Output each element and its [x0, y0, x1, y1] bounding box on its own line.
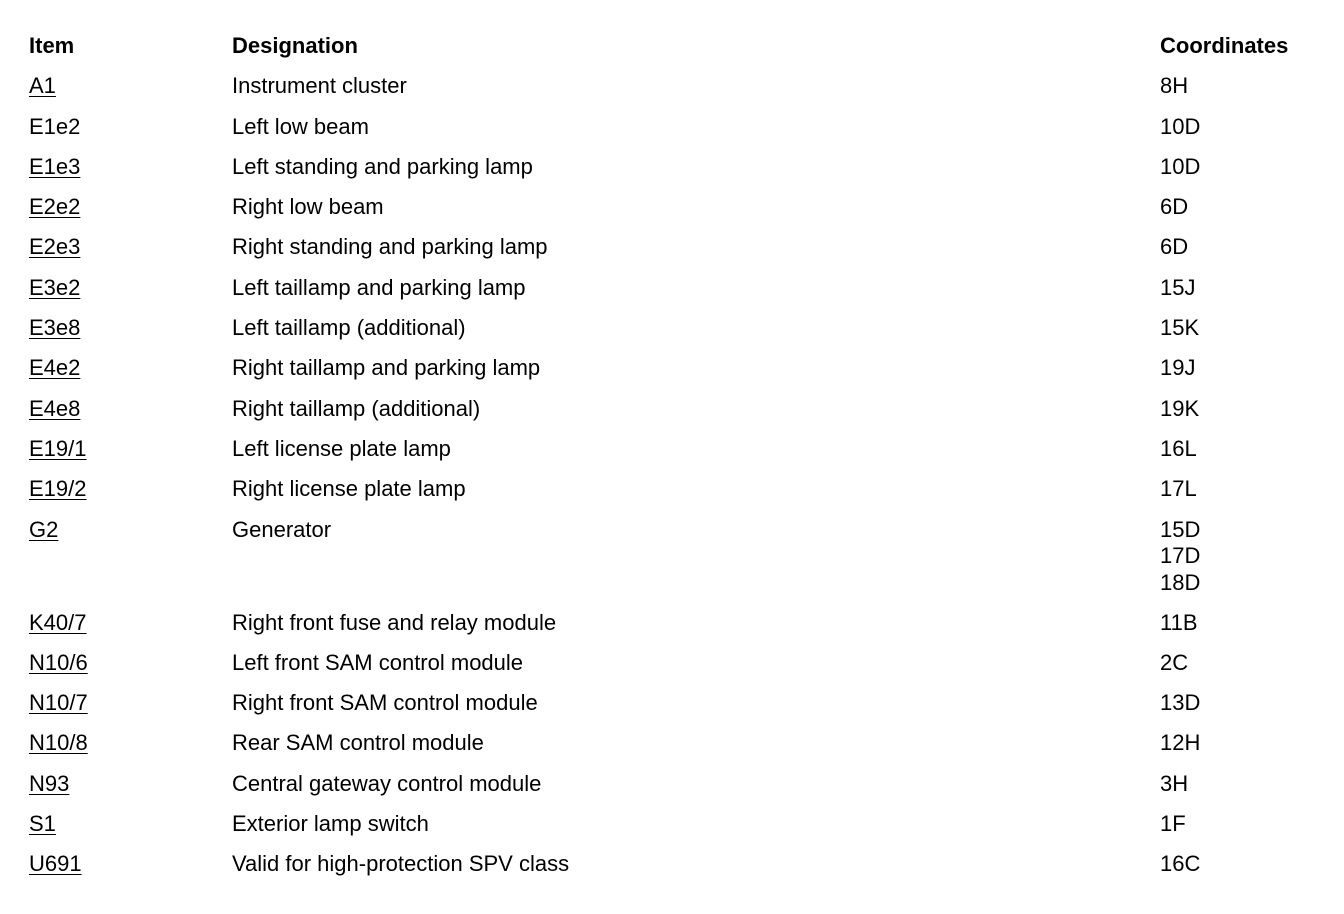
coordinates-cell [1160, 273, 1195, 300]
coordinates-cell [1160, 232, 1188, 259]
designation-text: Right front fuse and relay module [232, 609, 557, 635]
table-header [29, 31, 1319, 71]
coordinate-value: 8H [1160, 73, 1189, 99]
table-row [29, 71, 1319, 111]
designation-text: Right license plate lamp [232, 476, 466, 502]
designation-text: Right low beam [232, 194, 384, 220]
item-code-link[interactable]: N10/8 [29, 730, 88, 756]
coordinate-value: 17D [1160, 543, 1201, 569]
table-row [29, 769, 1319, 809]
item-code-link[interactable]: N93 [29, 770, 70, 796]
coordinate-value: 12H [1160, 730, 1201, 756]
coordinate-value: 15K [1160, 315, 1200, 341]
table-row [29, 434, 1319, 474]
item-code-link[interactable]: U691 [29, 851, 82, 877]
designation-text: Exterior lamp switch [232, 811, 429, 837]
item-code-link[interactable]: A1 [29, 73, 56, 99]
item-code-link[interactable]: E19/2 [29, 476, 87, 502]
table-row [29, 688, 1319, 728]
item-code-link[interactable]: E3e8 [29, 315, 81, 341]
designation-text: Generator [232, 516, 332, 542]
item-code-link[interactable]: E3e2 [29, 274, 81, 300]
table-row [29, 728, 1319, 768]
coordinate-value: 6D [1160, 194, 1189, 220]
coordinates-cell [1160, 809, 1186, 836]
coordinate-value: 2C [1160, 649, 1189, 675]
designation-text: Central gateway control module [232, 770, 542, 796]
coordinates-cell [1160, 112, 1200, 139]
coordinates-cell [1160, 474, 1197, 501]
table-row [29, 809, 1319, 849]
coordinate-value: 6D [1160, 234, 1189, 260]
table-row [29, 515, 1319, 608]
table-row [29, 152, 1319, 192]
column-header-designation: Designation [232, 33, 358, 58]
coordinates-cell [1160, 688, 1200, 715]
item-code-link[interactable]: E1e3 [29, 153, 81, 179]
coordinate-value: 10D [1160, 113, 1201, 139]
item-code-link[interactable]: E19/1 [29, 435, 87, 461]
table-row [29, 849, 1319, 889]
designation-text: Left low beam [232, 113, 369, 139]
coordinates-cell [1160, 71, 1188, 98]
item-code-link: E1e2 [29, 113, 81, 139]
coordinates-cell [1160, 648, 1188, 675]
designation-text: Right standing and parking lamp [232, 234, 548, 260]
table-row [29, 648, 1319, 688]
table-row [29, 192, 1319, 232]
table-row [29, 313, 1319, 353]
coordinate-value: 11B [1160, 609, 1198, 635]
table-row [29, 394, 1319, 434]
coordinate-value: 17L [1160, 476, 1197, 502]
coordinate-value: 15J [1160, 274, 1196, 300]
designation-text: Left license plate lamp [232, 435, 451, 461]
coordinate-value: 15D [1160, 516, 1201, 542]
item-code-link[interactable]: E2e2 [29, 194, 81, 220]
coordinates-cell [1160, 608, 1198, 635]
table-row [29, 353, 1319, 393]
table-row [29, 273, 1319, 313]
coordinates-cell [1160, 769, 1188, 796]
coordinate-value: 3H [1160, 770, 1189, 796]
designation-text: Valid for high-protection SPV class [232, 851, 570, 877]
coordinates-cell [1160, 434, 1197, 461]
coordinate-value: 18D [1160, 569, 1201, 595]
designation-text: Instrument cluster [232, 73, 407, 99]
item-code-link[interactable]: G2 [29, 516, 59, 542]
coordinates-cell [1160, 394, 1199, 421]
coordinates-cell [1160, 313, 1199, 340]
designation-text: Right taillamp (additional) [232, 395, 481, 421]
designation-text: Right front SAM control module [232, 690, 538, 716]
coordinate-value: 13D [1160, 690, 1201, 716]
coordinates-cell [1160, 849, 1200, 876]
designation-text: Left front SAM control module [232, 649, 524, 675]
coordinates-cell [1160, 152, 1200, 179]
designation-text: Left taillamp and parking lamp [232, 274, 526, 300]
item-code-link[interactable]: E4e2 [29, 355, 81, 381]
coordinates-cell [1160, 728, 1200, 755]
table-row [29, 112, 1319, 152]
coordinate-value: 1F [1160, 811, 1186, 837]
coordinate-value: 16L [1160, 435, 1197, 461]
designation-text: Rear SAM control module [232, 730, 484, 756]
table-row [29, 232, 1319, 272]
component-legend-table [29, 31, 1319, 890]
table-row [29, 474, 1319, 514]
coordinate-value: 19K [1160, 395, 1200, 421]
table-body [29, 71, 1319, 889]
item-code-link[interactable]: K40/7 [29, 609, 87, 635]
designation-text: Right taillamp and parking lamp [232, 355, 541, 381]
coordinate-value: 10D [1160, 153, 1201, 179]
item-code-link[interactable]: E4e8 [29, 395, 81, 421]
designation-text: Left standing and parking lamp [232, 153, 533, 179]
table-row [29, 608, 1319, 648]
designation-text: Left taillamp (additional) [232, 315, 466, 341]
item-code-link[interactable]: N10/7 [29, 690, 88, 716]
item-code-link[interactable]: N10/6 [29, 649, 88, 675]
column-header-item: Item [29, 33, 75, 58]
column-header-coordinates: Coordinates [1160, 33, 1289, 58]
coordinates-cell [1160, 515, 1200, 595]
coordinate-value: 19J [1160, 355, 1196, 381]
coordinates-cell [1160, 192, 1188, 219]
coordinate-value: 16C [1160, 851, 1201, 877]
item-code-link[interactable]: S1 [29, 811, 56, 837]
item-code-link[interactable]: E2e3 [29, 234, 81, 260]
coordinates-cell [1160, 353, 1195, 380]
